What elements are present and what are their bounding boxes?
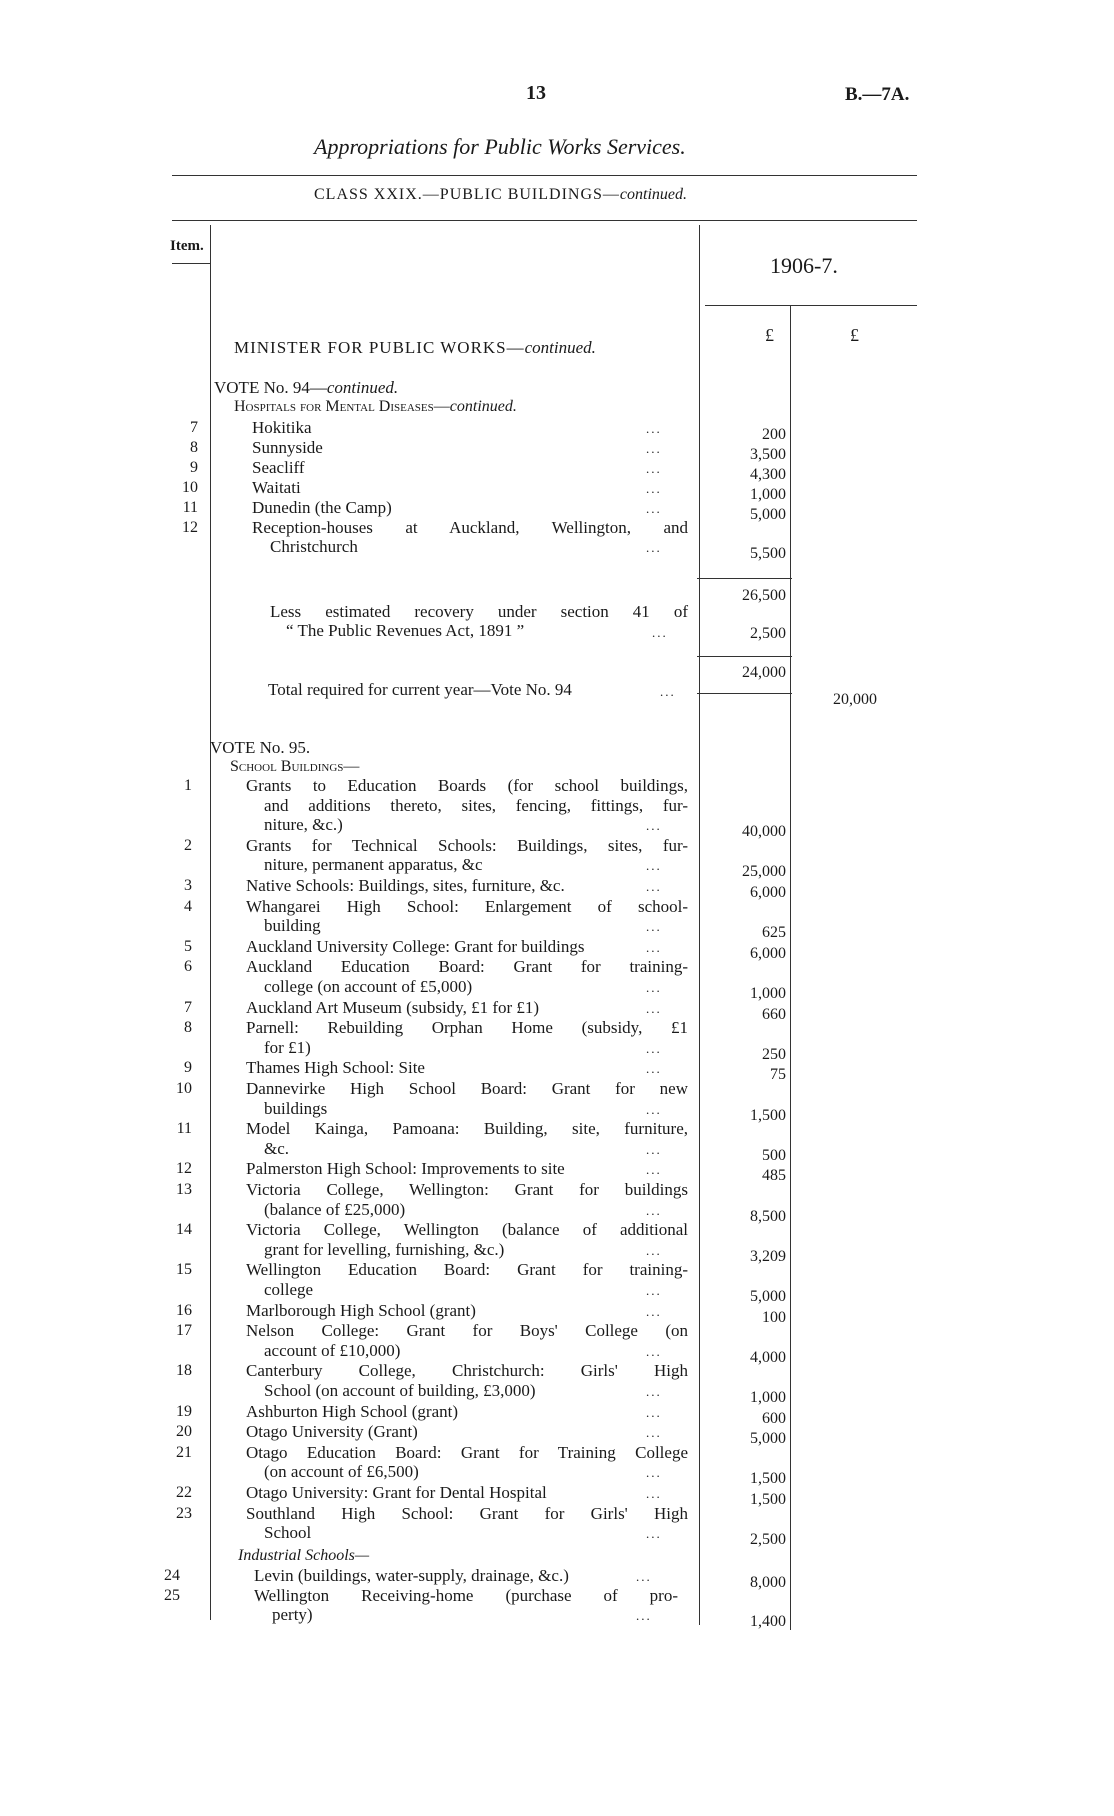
item-number: 12	[176, 1160, 192, 1178]
header-rule	[172, 175, 917, 176]
industrial-subheading: Industrial Schools—	[238, 1547, 370, 1564]
net-amount: 24,000	[742, 664, 786, 681]
item-amount: 8,500	[750, 1207, 786, 1225]
vote-94-label: VOTE No. 94—	[214, 378, 327, 397]
leader-dots: ...	[646, 879, 662, 894]
item-description: Hokitika	[252, 418, 312, 437]
leader-dots: ...	[646, 1404, 662, 1420]
class-label: CLASS XXIX.—PUBLIC BUILDINGS—	[314, 186, 620, 203]
hospitals-label: Hospitals for Mental Diseases—	[234, 398, 450, 415]
leader-dots: ...	[646, 1526, 662, 1542]
year-header: 1906-7.	[770, 253, 838, 278]
item-amount: 4,000	[750, 1348, 786, 1366]
item-description: college	[264, 1280, 314, 1299]
item-number: 10	[176, 1080, 192, 1097]
item-number: 19	[176, 1402, 192, 1420]
leader-dots: ...	[646, 1101, 662, 1117]
item-description: buildings	[264, 1098, 328, 1118]
item-description: college (on account of £5,000)	[264, 977, 473, 996]
item-amount: 500	[762, 1146, 786, 1164]
item-description: niture, permanent apparatus, &c	[264, 855, 483, 875]
minister-heading	[234, 338, 596, 358]
item-number: 10	[182, 479, 198, 496]
item-amount: 250	[762, 1045, 786, 1063]
school-buildings-subheading: School Buildings—	[230, 758, 360, 775]
leader-dots: ...	[646, 980, 662, 995]
minister-label: MINISTER FOR PUBLIC WORKS—	[234, 338, 525, 357]
item-number: 7	[184, 998, 192, 1016]
item-description: Dunedin (the Camp)	[252, 498, 392, 517]
less-line-2: “ The Public Revenues Act, 1891 ”	[286, 621, 525, 640]
minister-continued: continued.	[524, 338, 596, 357]
leader-dots: ...	[646, 858, 662, 874]
leader-dots: ...	[636, 1569, 652, 1584]
item-description: Auckland University College: Grant for buildings	[246, 936, 585, 956]
item-amount: 4,300	[750, 466, 786, 483]
leader-dots: ...	[646, 1000, 662, 1016]
item-description: Southland High School: Grant for Girls' High	[246, 1503, 688, 1523]
item-description: Sunnyside	[252, 438, 323, 457]
item-amount: 1,000	[750, 985, 786, 1002]
item-amount: 3,500	[750, 446, 786, 463]
item-description: Christchurch	[270, 537, 358, 556]
item-number: 2	[184, 836, 192, 854]
item-amount: 1,500	[750, 1491, 786, 1508]
class-continued: continued.	[619, 186, 687, 203]
item-description: Parnell: Rebuilding Orphan Home (subsidy, £1	[246, 1018, 688, 1038]
leader-dots: ...	[646, 919, 662, 935]
item-amount: 6,000	[750, 944, 786, 962]
item-description: Otago University: Grant for Dental Hospital	[246, 1483, 547, 1502]
document-ref: B.—7A.	[845, 84, 910, 105]
item-amount: 1,500	[750, 1470, 786, 1488]
item-amount: 3,209	[750, 1247, 786, 1265]
item-number: 12	[182, 519, 198, 536]
item-description: account of £10,000)	[264, 1340, 401, 1360]
item-amount: 5,000	[750, 1430, 786, 1448]
leader-dots: ...	[646, 1202, 662, 1218]
item-amount: 8,000	[750, 1574, 786, 1591]
item-description: Thames High School: Site	[246, 1058, 425, 1078]
item-amount: 25,000	[742, 863, 786, 881]
hospitals-continued: continued.	[449, 398, 517, 415]
item-description: Dannevirke High School Board: Grant for new	[246, 1079, 688, 1098]
item-description: Seacliff	[252, 458, 305, 477]
leader-dots: ...	[646, 1283, 662, 1298]
item-number: 21	[176, 1443, 192, 1461]
item-number: 8	[190, 439, 198, 456]
item-description: niture, &c.)	[264, 815, 343, 835]
total-leader-dots: ...	[660, 684, 676, 699]
vote-94-heading	[214, 378, 398, 398]
item-description: Grants to Education Boards (for school buildings,	[246, 776, 688, 795]
item-description: Auckland Art Museum (subsidy, £1 for £1)	[246, 997, 540, 1017]
leader-dots: ...	[646, 1303, 662, 1319]
item-description: School	[264, 1523, 312, 1543]
item-description: (on account of £6,500)	[264, 1462, 419, 1482]
item-amount: 660	[762, 1005, 786, 1023]
leader-dots: ...	[646, 441, 662, 456]
item-number: 15	[176, 1261, 192, 1279]
item-description: Palmerston High School: Improvements to site	[246, 1159, 565, 1179]
item-number: 7	[190, 419, 198, 436]
item-amount: 1,400	[750, 1613, 786, 1630]
subtotal-rule	[697, 578, 792, 579]
leader-dots: ...	[646, 1242, 662, 1258]
item-description: building	[264, 916, 321, 936]
item-description: Otago Education Board: Grant for Training College	[246, 1442, 688, 1462]
currency-header-1: £	[765, 325, 774, 345]
item-number: 5	[184, 937, 192, 955]
item-number: 3	[184, 877, 192, 894]
item-amount: 200	[762, 426, 786, 443]
item-number: 9	[190, 459, 198, 476]
leader-dots: ...	[646, 1465, 662, 1481]
item-description: grant for levelling, furnishing, &c.)	[264, 1239, 505, 1259]
amount-column-divider-2	[790, 305, 791, 1630]
leader-dots: ...	[636, 1608, 652, 1623]
item-description: Victoria College, Wellington: Grant for buildings	[246, 1180, 688, 1199]
item-description: Reception-houses at Auckland, Wellington, and	[252, 518, 688, 537]
item-description: &c.	[264, 1138, 290, 1158]
item-description: Canterbury College, Christchurch: Girls' High	[246, 1361, 688, 1381]
subtotal-amount: 26,500	[742, 587, 786, 604]
leader-dots: ...	[646, 481, 662, 496]
item-number: 13	[176, 1181, 192, 1198]
item-description: Ashburton High School (grant)	[246, 1401, 459, 1421]
leader-dots: ...	[646, 818, 662, 834]
amount-column-divider-1	[699, 225, 700, 1625]
leader-dots: ...	[646, 540, 662, 555]
item-description: Marlborough High School (grant)	[246, 1300, 476, 1320]
leader-dots: ...	[646, 1162, 662, 1178]
less-line-1: Less estimated recovery under section 41 of	[270, 602, 688, 621]
item-number: 20	[176, 1423, 192, 1441]
item-description: Victoria College, Wellington (balance of additional	[246, 1220, 688, 1240]
total-amount: 20,000	[833, 691, 877, 708]
leader-dots: ...	[646, 1425, 662, 1441]
leader-dots: ...	[646, 939, 662, 955]
leader-dots: ...	[646, 501, 662, 516]
item-number: 18	[176, 1362, 192, 1380]
page-title: Appropriations for Public Works Services.	[314, 134, 686, 159]
item-number: 9	[184, 1059, 192, 1077]
vote-94-continued: continued.	[326, 378, 399, 397]
item-description: and additions thereto, sites, fencing, fittings, fur-	[264, 795, 688, 815]
total-label: Total required for current year—Vote No. 94	[268, 680, 572, 699]
table-top-rule	[172, 220, 917, 221]
item-amount: 485	[762, 1167, 786, 1185]
item-amount: 5,000	[750, 506, 786, 523]
item-description: Native Schools: Buildings, sites, furniture, &c.	[246, 876, 565, 895]
item-number: 25	[164, 1587, 180, 1604]
item-column-divider	[210, 225, 211, 1620]
item-amount: 5,000	[750, 1288, 786, 1305]
item-description: Grants for Technical Schools: Buildings, sites, fur-	[246, 835, 688, 855]
item-description: Model Kainga, Pamoana: Building, site, furniture,	[246, 1119, 688, 1139]
item-amount: 625	[762, 924, 786, 942]
item-column-header: Item.	[170, 238, 204, 254]
item-description: Wellington Education Board: Grant for training-	[246, 1260, 688, 1280]
item-number: 11	[176, 1120, 192, 1138]
item-amount: 1,000	[750, 486, 786, 503]
leader-dots: ...	[646, 1486, 662, 1501]
item-description: Wellington Receiving-home (purchase of pro-	[254, 1586, 678, 1605]
net-rule	[697, 656, 792, 657]
leader-dots: ...	[646, 461, 662, 476]
item-description: School (on account of building, £3,000)	[264, 1381, 536, 1400]
item-amount: 1,000	[750, 1389, 786, 1406]
item-amount: 2,500	[750, 1531, 786, 1549]
currency-header-2: £	[850, 325, 859, 345]
item-description: perty)	[272, 1605, 313, 1624]
leader-dots: ...	[646, 1061, 662, 1077]
less-leader-dots: ...	[652, 625, 668, 640]
item-header-rule	[172, 263, 210, 264]
item-description: (balance of £25,000)	[264, 1199, 406, 1219]
item-amount: 75	[770, 1066, 786, 1084]
item-description: for £1)	[264, 1037, 311, 1057]
less-amount: 2,500	[750, 625, 786, 642]
item-number: 17	[176, 1322, 192, 1340]
leader-dots: ...	[646, 1384, 662, 1399]
item-amount: 40,000	[742, 823, 786, 841]
leader-dots: ...	[646, 1343, 662, 1359]
item-amount: 100	[762, 1308, 786, 1326]
page-number: 13	[526, 82, 546, 104]
item-amount: 1,500	[750, 1106, 786, 1124]
item-number: 16	[176, 1301, 192, 1319]
item-description: Auckland Education Board: Grant for training-	[246, 957, 688, 977]
year-rule	[705, 305, 917, 306]
item-description: Otago University (Grant)	[246, 1422, 418, 1442]
vote-95-heading: VOTE No. 95.	[210, 738, 311, 757]
leader-dots: ...	[646, 1040, 662, 1056]
item-number: 11	[182, 499, 198, 516]
item-number: 1	[184, 777, 192, 794]
item-amount: 600	[762, 1409, 786, 1427]
item-number: 6	[184, 958, 192, 976]
item-description: Waitati	[252, 478, 301, 497]
item-amount: 6,000	[750, 884, 786, 901]
item-description: Nelson College: Grant for Boys' College (on	[246, 1321, 688, 1341]
class-heading	[314, 186, 687, 204]
item-amount: 5,500	[750, 545, 786, 562]
item-number: 4	[184, 897, 192, 915]
item-description: Levin (buildings, water-supply, drainage, &c.)	[254, 1566, 569, 1585]
item-number: 22	[176, 1484, 192, 1501]
item-number: 14	[176, 1221, 192, 1239]
leader-dots: ...	[646, 421, 662, 436]
leader-dots: ...	[646, 1141, 662, 1157]
total-rule	[697, 693, 792, 694]
item-number: 8	[184, 1019, 192, 1037]
hospitals-subheading	[234, 398, 517, 416]
item-number: 24	[164, 1567, 180, 1584]
item-number: 23	[176, 1504, 192, 1522]
item-description: Whangarei High School: Enlargement of school-	[246, 896, 688, 916]
